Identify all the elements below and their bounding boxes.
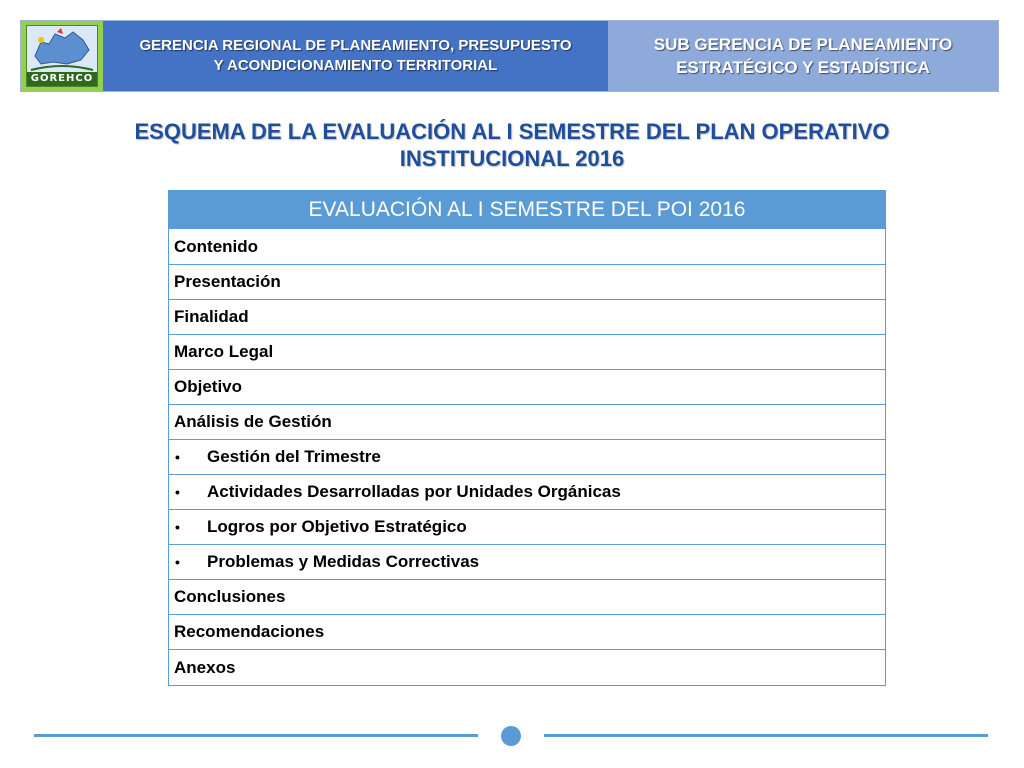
bullet-icon: •	[175, 484, 180, 500]
table-row-label: Marco Legal	[174, 342, 274, 361]
logo-wordmark: GOREHCO	[27, 72, 97, 86]
table-row	[169, 615, 885, 650]
header-left-line-2: Y ACONDICIONAMIENTO TERRITORIAL	[213, 57, 498, 74]
table-row-label: Gestión del Trimestre	[207, 447, 381, 466]
slide-header	[20, 20, 999, 92]
table-row-label: Análisis de Gestión	[174, 412, 332, 431]
logo-emblem	[26, 25, 98, 87]
table-body	[169, 230, 885, 685]
table-row	[169, 510, 885, 545]
footer-line-right	[544, 734, 988, 737]
gorehco-logo	[21, 21, 103, 91]
header-right-line-1: SUB GERENCIA DE PLANEAMIENTO	[653, 35, 953, 54]
table-row	[169, 335, 885, 370]
table-row-label: Anexos	[174, 657, 236, 677]
table-row	[169, 440, 885, 475]
table-row-label: Actividades Desarrolladas por Unidades Orgánicas	[207, 482, 621, 501]
evaluation-table	[168, 190, 886, 686]
slide-title-line-2: INSTITUCIONAL 2016	[399, 146, 625, 171]
slide-title	[60, 118, 964, 172]
table-heading: EVALUACIÓN AL I SEMESTRE DEL POI 2016	[169, 191, 885, 230]
table-row-label: Finalidad	[174, 307, 249, 326]
table-row	[169, 300, 885, 335]
table-row-label: Recomendaciones	[174, 622, 325, 641]
table-row-label: Contenido	[174, 237, 259, 256]
table-row	[169, 545, 885, 580]
region-map-icon	[27, 26, 97, 72]
header-right-title	[608, 21, 998, 91]
table-row	[169, 650, 885, 685]
footer-line-left	[34, 734, 478, 737]
table-row-label: Presentación	[174, 272, 281, 291]
table-row-label: Logros por Objetivo Estratégico	[207, 517, 467, 536]
bullet-icon: •	[175, 519, 180, 535]
table-row	[169, 230, 885, 265]
header-left-title	[103, 21, 608, 91]
bullet-icon: •	[175, 554, 180, 570]
table-row-label: Problemas y Medidas Correctivas	[207, 552, 480, 571]
footer-dot	[501, 726, 521, 746]
header-right-line-2: ESTRATÉGICO Y ESTADÍSTICA	[676, 58, 930, 77]
bullet-icon: •	[175, 449, 180, 465]
table-row-label: Conclusiones	[174, 587, 286, 606]
table-row-label: Objetivo	[174, 377, 243, 396]
table-row	[169, 405, 885, 440]
table-row	[169, 370, 885, 405]
table-row	[169, 475, 885, 510]
header-left-line-1: GERENCIA REGIONAL DE PLANEAMIENTO, PRESUPUESTO	[139, 37, 572, 54]
slide-title-line-1: ESQUEMA DE LA EVALUACIÓN AL I SEMESTRE DEL PLAN OPERATIVO	[134, 119, 890, 144]
table-row	[169, 580, 885, 615]
table-row	[169, 265, 885, 300]
